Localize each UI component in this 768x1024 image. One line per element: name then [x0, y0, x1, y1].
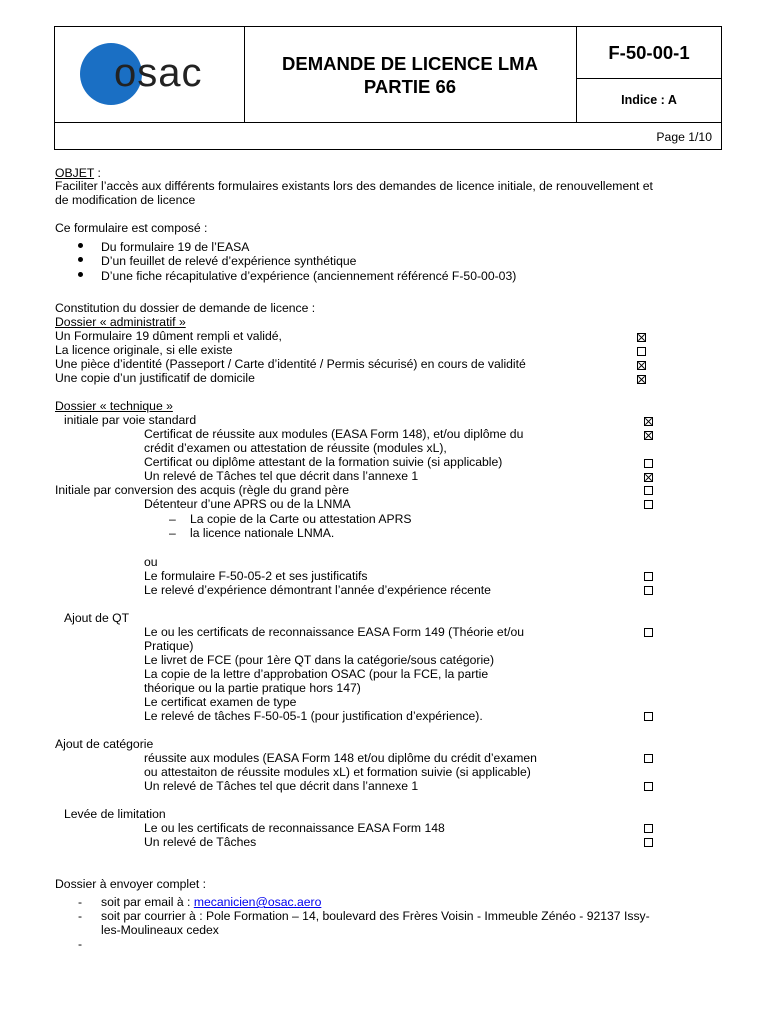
- indice: Indice : A: [621, 93, 677, 107]
- envoi-intro: Dossier à envoyer complet :: [55, 877, 207, 891]
- checkbox-checked[interactable]: [644, 417, 653, 426]
- checkbox-checked[interactable]: [637, 375, 646, 384]
- doc-title-line1: DEMANDE DE LICENCE LMA: [282, 53, 538, 74]
- checkbox[interactable]: [644, 838, 653, 847]
- qt-heading: Ajout de QT: [64, 611, 130, 625]
- conv-item: Le formulaire F-50-05-2 et ses justificatifs: [144, 569, 368, 583]
- bullet-icon: [78, 243, 83, 248]
- conv-item: Détenteur d’une APRS ou de la LNMA: [144, 497, 351, 511]
- checkbox[interactable]: [644, 500, 653, 509]
- qt-item: Le ou les certificats de reconnaissance EASA Form 149 (Théorie et/ou: [144, 625, 525, 639]
- doc-code: F-50-00-1: [608, 42, 690, 63]
- cat-heading: Ajout de catégorie: [55, 737, 154, 751]
- checkbox-checked[interactable]: [637, 333, 646, 342]
- email-line: soit par email à : mecanicien@osac.aero: [101, 895, 322, 909]
- checkbox-checked[interactable]: [644, 473, 653, 482]
- std-item: Un relevé de Tâches tel que décrit dans l’annexe 1: [144, 469, 419, 483]
- dash-icon: –: [169, 512, 176, 526]
- list-item: D’une fiche récapitulative d’expérience (anciennement référencé F-50-00-03): [101, 269, 517, 283]
- dash-icon: -: [78, 909, 83, 923]
- checkbox[interactable]: [644, 486, 653, 495]
- checkbox[interactable]: [644, 754, 653, 763]
- checkbox[interactable]: [644, 572, 653, 581]
- bullet-icon: [78, 257, 83, 262]
- std-item: Certificat de réussite aux modules (EASA Form 148), et/ou diplôme du: [144, 427, 524, 441]
- checkbox[interactable]: [644, 628, 653, 637]
- lim-heading: Levée de limitation: [64, 807, 166, 821]
- page-number: Page 1/10: [656, 130, 712, 144]
- std-item: Certificat ou diplôme attestant de la formation suivie (si applicable): [144, 455, 503, 469]
- admin-item-label: Une copie d’un justificatif de domicile: [55, 371, 255, 385]
- email-link[interactable]: mecanicien@osac.aero: [193, 895, 322, 909]
- dash-icon: -: [78, 895, 83, 909]
- composition-intro: Ce formulaire est composé :: [55, 221, 208, 235]
- initiale-conversion-label: Initiale par conversion des acquis (règle du grand père: [55, 483, 350, 497]
- objet-heading: OBJET :: [55, 166, 101, 180]
- checkbox[interactable]: [644, 824, 653, 833]
- initiale-standard-label: initiale par voie standard: [64, 413, 197, 427]
- checkbox-checked[interactable]: [637, 361, 646, 370]
- conv-item: la licence nationale LNMA.: [190, 526, 335, 540]
- qt-item: théorique ou la partie pratique hors 147): [144, 681, 361, 695]
- dash-icon: -: [78, 937, 83, 951]
- list-item: D’un feuillet de relevé d’expérience synthétique: [101, 254, 357, 268]
- cat-item: réussite aux modules (EASA Form 148 et/ou diplôme du crédit d’examen: [144, 751, 537, 765]
- courrier-line: soit par courrier à : Pole Formation – 14, boulevard des Frères Voisin - Immeuble Zénéo - 92137 Issy-: [101, 909, 650, 923]
- checkbox[interactable]: [644, 586, 653, 595]
- list-item: Du formulaire 19 de l’EASA: [101, 240, 250, 254]
- dash-icon: –: [169, 526, 176, 540]
- constitution-intro: Constitution du dossier de demande de licence :: [55, 301, 316, 315]
- checkbox[interactable]: [637, 347, 646, 356]
- checkbox[interactable]: [644, 712, 653, 721]
- admin-item-label: La licence originale, si elle existe: [55, 343, 233, 357]
- doc-title-line2: PARTIE 66: [363, 76, 457, 97]
- lim-item: Un relevé de Tâches: [144, 835, 257, 849]
- conv-item: ou: [144, 555, 158, 569]
- conv-item: La copie de la Carte ou attestation APRS: [190, 512, 412, 526]
- admin-item-label: Un Formulaire 19 dûment rempli et validé,: [55, 329, 282, 343]
- bullet-icon: [78, 272, 83, 277]
- qt-item: Pratique): [144, 639, 194, 653]
- header-divider: [576, 78, 722, 79]
- qt-item: Le certificat examen de type: [144, 695, 297, 709]
- lim-item: Le ou les certificats de reconnaissance EASA Form 148: [144, 821, 445, 835]
- admin-item-label: Une pièce d’identité (Passeport / Carte d’identité / Permis sécurisé) en cours de validité: [55, 357, 526, 371]
- qt-item: Le relevé de tâches F-50-05-1 (pour justification d’expérience).: [144, 709, 483, 723]
- qt-item: La copie de la lettre d’approbation OSAC (pour la FCE, la partie: [144, 667, 489, 681]
- tech-heading: Dossier « technique »: [55, 399, 173, 413]
- qt-item: Le livret de FCE (pour 1ère QT dans la catégorie/sous catégorie): [144, 653, 495, 667]
- header-divider: [54, 122, 722, 123]
- conv-item: Le relevé d’expérience démontrant l’année d’expérience récente: [144, 583, 491, 597]
- admin-heading: Dossier « administratif »: [55, 315, 186, 329]
- objet-text: de modification de licence: [55, 193, 196, 207]
- checkbox[interactable]: [644, 782, 653, 791]
- header-divider: [576, 26, 577, 123]
- cat-item: ou attestaiton de réussite modules xL) et formation suivie (si applicable): [144, 765, 531, 779]
- checkbox[interactable]: [644, 459, 653, 468]
- courrier-line: les-Moulineaux cedex: [101, 923, 219, 937]
- cat-item: Un relevé de Tâches tel que décrit dans l’annexe 1: [144, 779, 419, 793]
- checkbox-checked[interactable]: [644, 431, 653, 440]
- objet-text: Faciliter l’accès aux différents formulaires existants lors des demandes de licence initiale, de renouvellement et: [55, 179, 653, 193]
- logo-text: osac: [114, 51, 203, 95]
- std-item: crédit d’examen ou attestation de réussite (modules xL),: [144, 441, 447, 455]
